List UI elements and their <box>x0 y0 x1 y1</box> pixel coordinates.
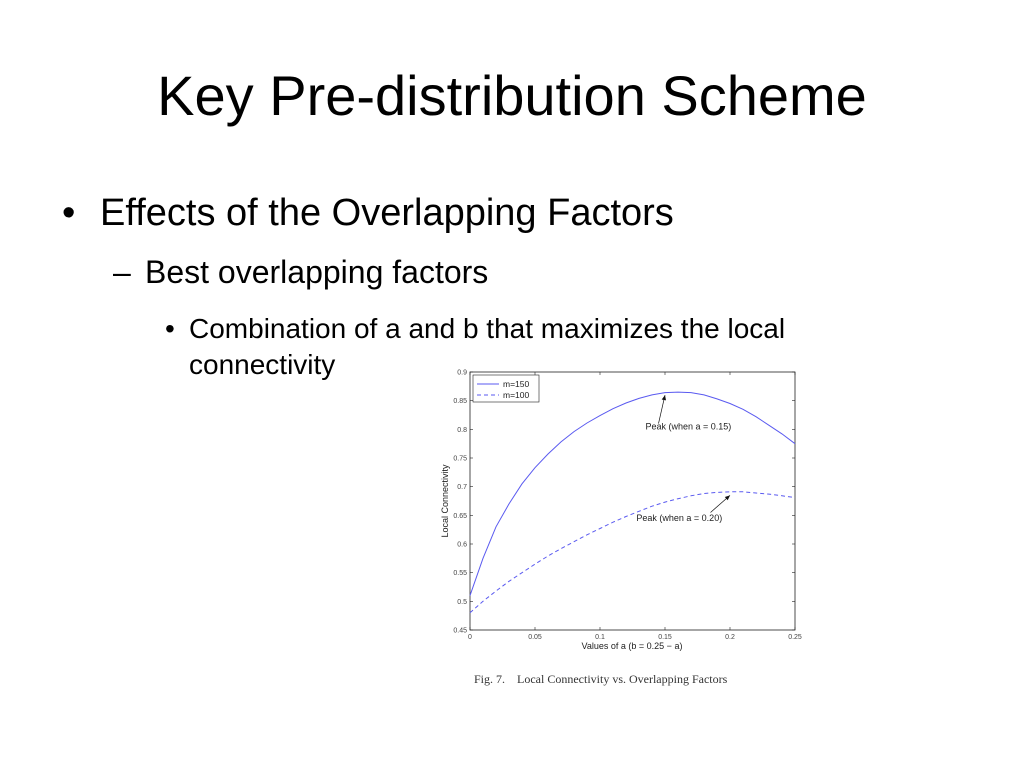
bullet-marker: • <box>62 192 76 234</box>
bullet-level-1 <box>62 190 674 236</box>
connectivity-figure <box>430 362 810 692</box>
bullet-level-1-text: Effects of the Overlapping Factors <box>100 192 674 234</box>
dash-marker: – <box>113 254 131 290</box>
x-axis-ticks <box>468 372 802 641</box>
x-tick-label: 0.2 <box>725 634 735 641</box>
series-layer <box>470 392 795 613</box>
y-tick-label: 0.45 <box>453 627 467 635</box>
bullet-level-2-text: Best overlapping factors <box>145 254 489 290</box>
x-tick-label: 0.15 <box>658 634 672 641</box>
annotation-label: Peak (when a = 0.20) <box>636 513 723 524</box>
y-tick-label: 0.6 <box>457 541 467 549</box>
legend-label: m=100 <box>503 390 530 400</box>
annotation-label: Peak (when a = 0.15) <box>645 421 732 432</box>
y-tick-label: 0.9 <box>457 369 467 377</box>
slide-title: Key Pre-distribution Scheme <box>157 64 867 127</box>
y-tick-label: 0.55 <box>453 570 467 578</box>
bullet-level-3-text: Combination of a and b that maximizes the local connectivity <box>189 313 786 380</box>
y-tick-label: 0.5 <box>457 598 467 606</box>
y-tick-label: 0.8 <box>457 426 467 434</box>
annotation-arrowhead <box>662 395 666 400</box>
y-tick-label: 0.85 <box>453 398 467 406</box>
x-tick-label: 0.25 <box>788 634 802 641</box>
x-tick-label: 0 <box>468 634 472 641</box>
annotation-layer <box>636 395 731 523</box>
y-axis-label: Local Connectivity <box>440 464 450 538</box>
x-tick-label: 0.1 <box>595 634 605 641</box>
series-line-m-150 <box>470 392 795 595</box>
y-tick-label: 0.75 <box>453 455 467 463</box>
series-line-m-100 <box>470 492 795 613</box>
figure-caption: Fig. 7. Local Connectivity vs. Overlapping Factors <box>474 672 728 686</box>
y-tick-label: 0.7 <box>457 484 467 492</box>
x-axis-label: Values of a (b = 0.25 − a) <box>581 641 683 651</box>
y-tick-label: 0.65 <box>453 512 467 520</box>
bullet-marker: • <box>165 313 175 344</box>
x-tick-label: 0.05 <box>528 634 542 641</box>
connectivity-chart <box>430 362 810 662</box>
legend <box>473 375 539 402</box>
legend-label: m=150 <box>503 379 530 389</box>
bullet-level-2 <box>113 252 488 292</box>
